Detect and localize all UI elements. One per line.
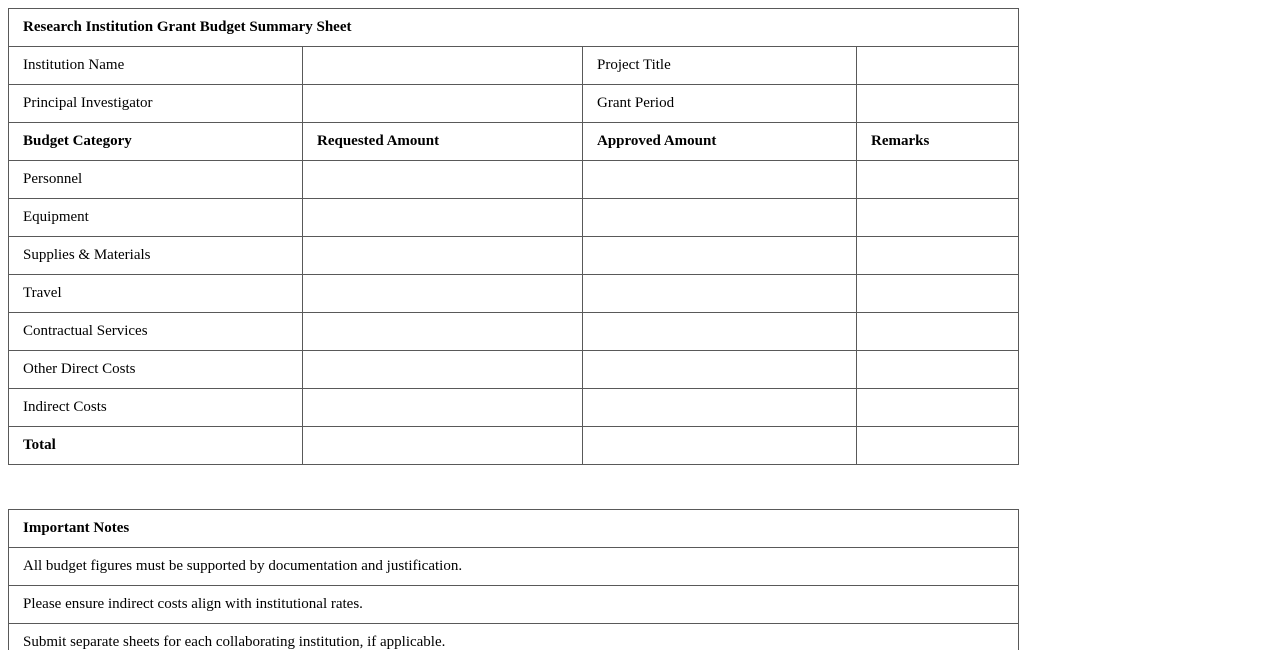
budget-category-cell: Supplies & Materials: [9, 237, 303, 275]
notes-title: Important Notes: [9, 510, 1019, 548]
remarks-cell[interactable]: [857, 389, 1019, 427]
note-text: Please ensure indirect costs align with institutional rates.: [9, 586, 1019, 624]
info-label: Principal Investigator: [9, 85, 303, 123]
requested-amount-cell[interactable]: [303, 161, 583, 199]
list-item: [9, 586, 1019, 624]
table-row: [9, 351, 1019, 389]
budget-category-cell: Personnel: [9, 161, 303, 199]
remarks-cell[interactable]: [857, 237, 1019, 275]
total-label: Total: [9, 427, 303, 465]
important-notes-table: [8, 509, 1019, 650]
budget-header-row: [9, 123, 1019, 161]
total-remarks-cell[interactable]: [857, 427, 1019, 465]
budget-summary-table: [8, 8, 1019, 465]
total-requested-cell[interactable]: [303, 427, 583, 465]
info-label: Institution Name: [9, 47, 303, 85]
remarks-cell[interactable]: [857, 313, 1019, 351]
approved-amount-cell[interactable]: [583, 199, 857, 237]
approved-amount-cell[interactable]: [583, 351, 857, 389]
table-row: [9, 199, 1019, 237]
column-header-approved: Approved Amount: [583, 123, 857, 161]
approved-amount-cell[interactable]: [583, 313, 857, 351]
column-header-requested: Requested Amount: [303, 123, 583, 161]
total-approved-cell[interactable]: [583, 427, 857, 465]
table-row: [9, 237, 1019, 275]
requested-amount-cell[interactable]: [303, 199, 583, 237]
notes-title-row: [9, 510, 1019, 548]
requested-amount-cell[interactable]: [303, 313, 583, 351]
info-label: Project Title: [583, 47, 857, 85]
budget-category-cell: Travel: [9, 275, 303, 313]
budget-category-cell: Other Direct Costs: [9, 351, 303, 389]
note-text: Submit separate sheets for each collaborating institution, if applicable.: [9, 624, 1019, 650]
approved-amount-cell[interactable]: [583, 389, 857, 427]
list-item: [9, 548, 1019, 586]
project-title-field[interactable]: [857, 47, 1019, 85]
column-header-remarks: Remarks: [857, 123, 1019, 161]
remarks-cell[interactable]: [857, 351, 1019, 389]
title-row: [9, 9, 1019, 47]
budget-category-cell: Indirect Costs: [9, 389, 303, 427]
principal-investigator-field[interactable]: [303, 85, 583, 123]
column-header-category: Budget Category: [9, 123, 303, 161]
requested-amount-cell[interactable]: [303, 275, 583, 313]
remarks-cell[interactable]: [857, 275, 1019, 313]
list-item: [9, 624, 1019, 650]
requested-amount-cell[interactable]: [303, 389, 583, 427]
info-row: [9, 47, 1019, 85]
note-text: All budget figures must be supported by documentation and justification.: [9, 548, 1019, 586]
info-row: [9, 85, 1019, 123]
grant-period-field[interactable]: [857, 85, 1019, 123]
approved-amount-cell[interactable]: [583, 237, 857, 275]
budget-category-cell: Equipment: [9, 199, 303, 237]
info-label: Grant Period: [583, 85, 857, 123]
table-row: [9, 161, 1019, 199]
remarks-cell[interactable]: [857, 199, 1019, 237]
budget-category-cell: Contractual Services: [9, 313, 303, 351]
approved-amount-cell[interactable]: [583, 161, 857, 199]
total-row: [9, 427, 1019, 465]
institution-name-field[interactable]: [303, 47, 583, 85]
approved-amount-cell[interactable]: [583, 275, 857, 313]
requested-amount-cell[interactable]: [303, 351, 583, 389]
remarks-cell[interactable]: [857, 161, 1019, 199]
sheet-title: Research Institution Grant Budget Summary Sheet: [9, 9, 1019, 47]
table-row: [9, 275, 1019, 313]
table-row: [9, 389, 1019, 427]
table-row: [9, 313, 1019, 351]
requested-amount-cell[interactable]: [303, 237, 583, 275]
